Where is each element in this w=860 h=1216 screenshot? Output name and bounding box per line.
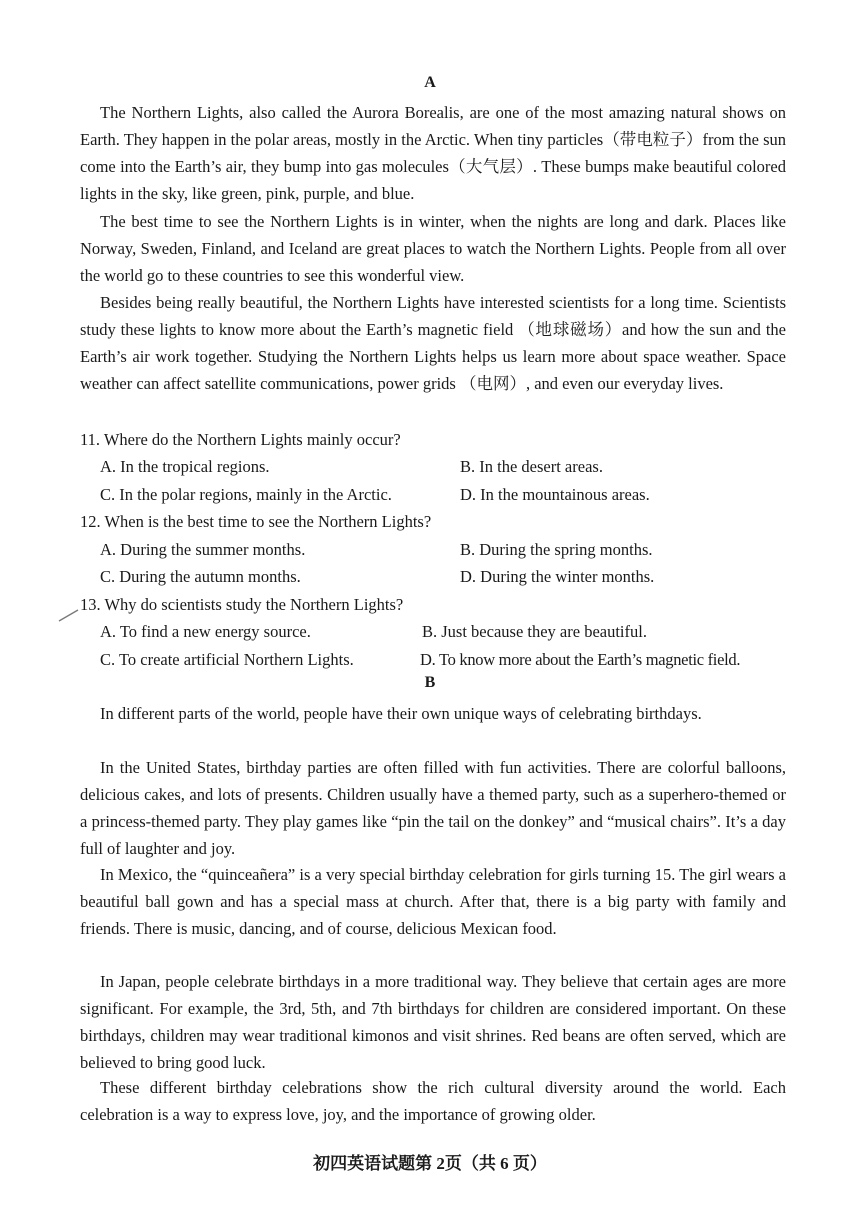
question-13-option-b: B. Just because they are beautiful. xyxy=(422,622,647,641)
question-13-option-a: A. To find a new energy source. xyxy=(100,622,311,641)
section-b-heading: B xyxy=(424,674,436,691)
passage-a-paragraph-2: The best time to see the Northern Lights is in winter, when the nights are long and dark. Places like Norway, Sweden, Finland, and Iceland are great places to watch the Northern Lights. People from all over the world go to these countries to see this wonderful view. xyxy=(80,212,786,285)
passage-a-paragraph-3: Besides being really beautiful, the Northern Lights have interested scientists for a long time. Scientists study these lights to know more about the Earth’s magnetic field （地球磁场）and how the sun and the Earth’s air work together. Studying the Northern Lights helps us learn more about space weather. Space weather can affect satellite communications, power grids （电网）, and even our everyday lives. xyxy=(80,293,786,393)
passage-b-paragraph-5: These different birthday celebrations show the rich cultural diversity around the world. Each celebration is a way to express love, joy, and the importance of growing older. xyxy=(80,1078,786,1124)
page-footer: 初四英语试题第 2页（共 6 页） xyxy=(313,1154,547,1173)
pencil-mark-icon xyxy=(58,608,80,622)
question-12-option-c: C. During the autumn months. xyxy=(100,567,301,586)
question-11-stem: 11. Where do the Northern Lights mainly occur? xyxy=(80,430,401,449)
question-11-option-d: D. In the mountainous areas. xyxy=(460,485,650,504)
question-11-option-a: A. In the tropical regions. xyxy=(100,457,270,476)
question-11-option-c: C. In the polar regions, mainly in the Arctic. xyxy=(100,485,392,504)
passage-b-paragraph-1: In different parts of the world, people have their own unique ways of celebrating birthdays. xyxy=(100,704,702,723)
question-12-option-d: D. During the winter months. xyxy=(460,567,655,586)
passage-b-paragraph-2: In the United States, birthday parties are often filled with fun activities. There are colorful balloons, delicious cakes, and lots of presents. Children usually have a themed party, such as a superhero-themed or a princess-themed party. They play games like “pin the tail on the donkey” and “musical chairs”. It’s a day full of laughter and joy. xyxy=(80,758,786,858)
question-11-option-b: B. In the desert areas. xyxy=(460,457,603,476)
passage-b-paragraph-3: In Mexico, the “quinceañera” is a very special birthday celebration for girls turning 15. The girl wears a beautiful ball gown and has a special mass at church. After that, there is a big party with family and friends. There is music, dancing, and of course, delicious Mexican food. xyxy=(80,865,786,938)
question-13-option-d: D. To know more about the Earth’s magnetic field. xyxy=(420,650,741,669)
question-12-option-b: B. During the spring months. xyxy=(460,540,653,559)
question-12-stem: 12. When is the best time to see the Northern Lights? xyxy=(80,512,432,531)
passage-b-paragraph-4: In Japan, people celebrate birthdays in a more traditional way. They believe that certain ages are more significant. For example, the 3rd, 5th, and 7th birthdays for children are considered important. On these birthdays, children may wear traditional kimonos and visit shrines. Red beans are often served, which are believed to bring good luck. xyxy=(80,972,786,1072)
question-13-option-c: C. To create artificial Northern Lights. xyxy=(100,650,354,669)
question-13-stem: 13. Why do scientists study the Northern Lights? xyxy=(80,595,404,614)
question-12-option-a: A. During the summer months. xyxy=(100,540,306,559)
passage-a-paragraph-1: The Northern Lights, also called the Aurora Borealis, are one of the most amazing natural shows on Earth. They happen in the polar areas, mostly in the Arctic. When tiny particles（带电粒子）from the sun come into the Earth’s air, they bump into gas molecules（大气层）. These bumps make beautiful colored lights in the sky, like green, pink, purple, and blue. xyxy=(80,103,786,203)
section-a-heading: A xyxy=(424,74,436,91)
